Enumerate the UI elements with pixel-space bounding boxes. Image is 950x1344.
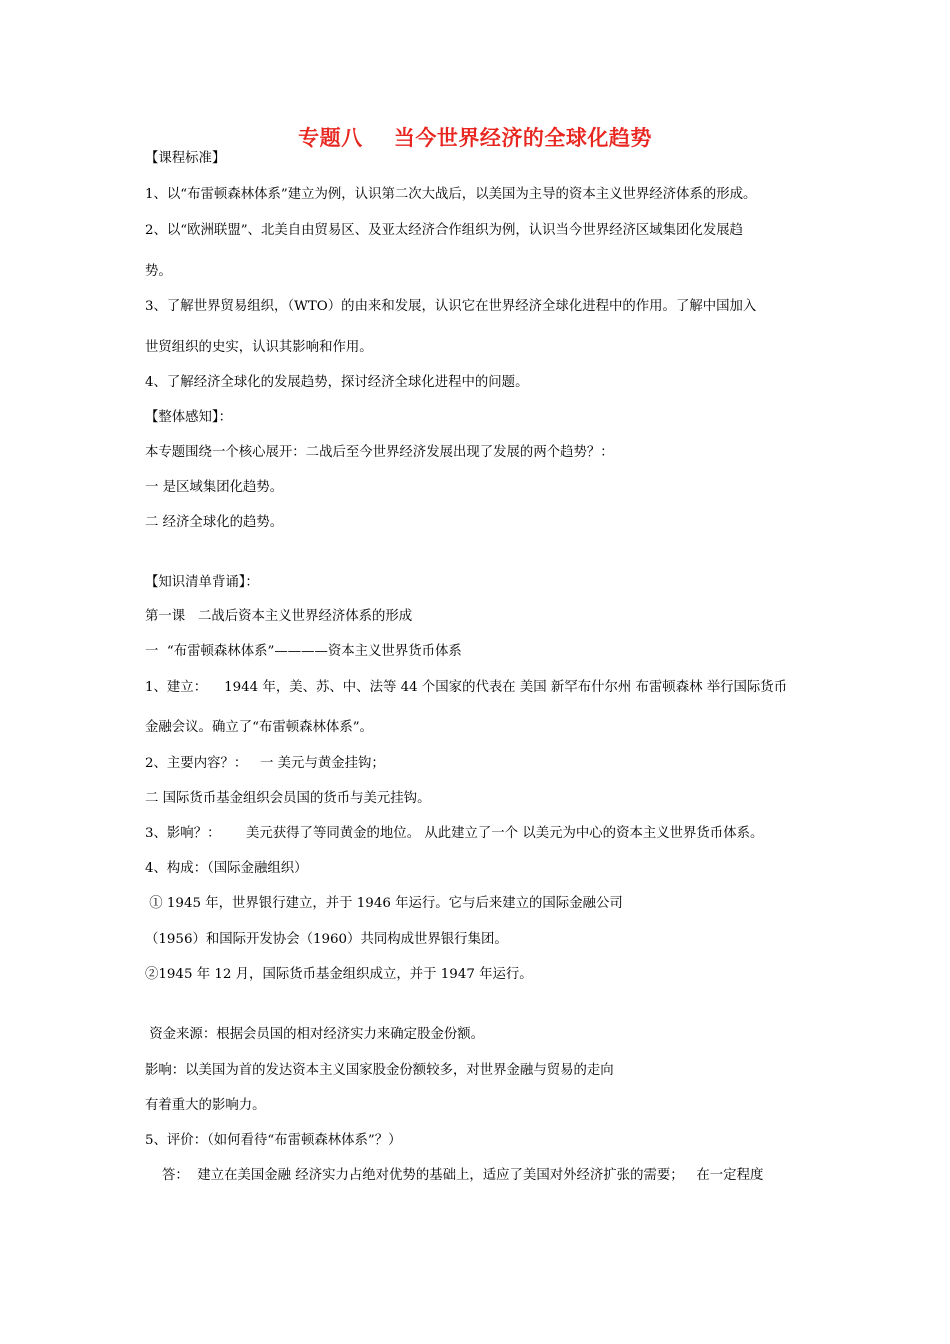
lesson-title: 第一课 二战后资本主义世界经济体系的形成 [145, 609, 413, 624]
point-establishment-continued: 金融会议。确立了“布雷顿森林体系”。 [145, 720, 373, 735]
section-heading-overview: 【整体感知】： [145, 410, 233, 425]
evaluation-answer: 答： 建立在美国金融 经济实力占绝对优势的基础上，适应了美国对外经济扩张的需要； 在一定程度 [145, 1168, 764, 1183]
imf-funding-source: 资金来源：根据会员国的相对经济实力来确定股金份额。 [145, 1027, 485, 1042]
overview-trend-1: 一 是区域集团化趋势。 [145, 480, 284, 495]
section-heading-knowledge-list: 【知识清单背诵】： [145, 575, 259, 590]
standard-item-2: 2、以“欧洲联盟”、北美自由贸易区、及亚太经济合作组织为例，认识当今世界经济区域集团化发展趋 [145, 223, 744, 238]
imf-influence: 影响：以美国为首的发达资本主义国家股金份额较多，对世界金融与贸易的走向 [145, 1063, 614, 1078]
point-evaluation: 5、评价：（如何看待“布雷顿森林体系”？） [145, 1133, 402, 1148]
document-title: 专题八 当今世界经济的全球化趋势 [298, 126, 652, 150]
standard-item-4: 4、了解经济全球化的发展趋势，探讨经济全球化进程中的问题。 [145, 375, 529, 390]
point-composition: 4、构成：（国际金融组织） [145, 861, 308, 876]
section-heading-curriculum-standard: 【课程标准】 [145, 151, 226, 166]
composition-world-bank-continued: （1956）和国际开发协会（1960）共同构成世界银行集团。 [145, 932, 508, 947]
standard-item-3: 3、了解世界贸易组织，（WTO）的由来和发展，认识它在世界经济全球化进程中的作用。了解中国加入 [145, 299, 757, 314]
standard-item-2-continued: 势。 [145, 264, 172, 279]
imf-influence-continued: 有着重大的影响力。 [145, 1098, 266, 1113]
overview-paragraph: 本专题围绕一个核心展开：二战后至今世界经济发展出现了发展的两个趋势？： [145, 445, 614, 460]
composition-imf: ②1945 年 12 月，国际货币基金组织成立，并于 1947 年运行。 [145, 967, 533, 982]
standard-item-1: 1、以“布雷顿森林体系”建立为例，认识第二次大战后，以美国为主导的资本主义世界经济体系的形成。 [145, 187, 757, 202]
composition-world-bank: ① 1945 年，世界银行建立，并于 1946 年运行。它与后来建立的国际金融公司 [145, 896, 623, 911]
overview-trend-2: 二 经济全球化的趋势。 [145, 515, 284, 530]
point-establishment: 1、建立： 1944 年，美、苏、中、法等 44 个国家的代表在 美国 新罕布什尔州 布雷顿森林 举行国际货币 [145, 680, 788, 695]
subsection-bretton-woods: 一 “布雷顿森林体系”————资本主义世界货币体系 [145, 644, 462, 659]
point-main-content: 2、主要内容？： 一 美元与黄金挂钩； [145, 756, 385, 771]
point-impact: 3、影响？： 美元获得了等同黄金的地位。 从此建立了一个 以美元为中心的资本主义世界货币体系。 [145, 826, 764, 841]
point-main-content-2: 二 国际货币基金组织会员国的货币与美元挂钩。 [145, 791, 431, 806]
standard-item-3-continued: 世贸组织的史实，认识其影响和作用。 [145, 340, 373, 355]
